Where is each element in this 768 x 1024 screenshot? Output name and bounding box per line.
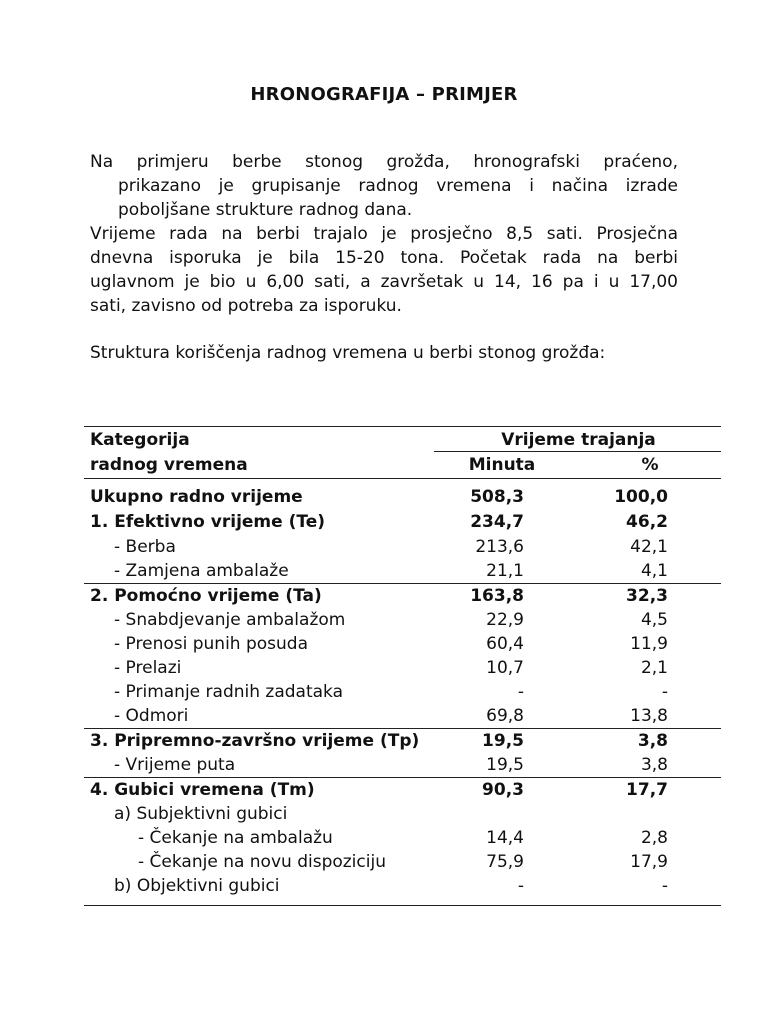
row-minutes: 10,7 [486,658,524,678]
row-label: 4. Gubici vremena (Tm) [90,780,315,800]
row-label: b) Objektivni gubici [114,876,280,896]
table-caption: Struktura koriščenja radnog vremena u berbi stonog grožđa: [90,343,606,363]
row-minutes: 234,7 [470,512,524,532]
row-percent: 100,0 [614,487,668,507]
header-minutes: Minuta [468,455,536,475]
row-percent: 4,1 [640,561,668,581]
row-label: 3. Pripremno-završno vrijeme (Tp) [90,731,420,751]
row-label: 2. Pomoćno vrijeme (Ta) [90,586,322,606]
row-label: 1. Efektivno vrijeme (Te) [90,512,326,532]
row-label: - Zamjena ambalaže [114,561,289,581]
intro-line: prikazano je grupisanje radnog vremena i načina izrade [118,176,678,196]
intro-line: poboljšane strukture radnog dana. [118,200,413,220]
row-percent: - [661,682,668,702]
row-minutes: 14,4 [486,828,524,848]
row-minutes: 19,5 [486,755,524,775]
row-minutes: 163,8 [470,586,524,606]
row-percent: 17,9 [630,852,668,872]
row-minutes: 213,6 [475,537,524,557]
row-label: - Prelazi [114,658,182,678]
header-bottom-rule [84,478,721,479]
row-percent: 2,1 [640,658,668,678]
row-percent: 4,5 [640,610,668,630]
intro-line: Na primjeru berbe stonog grožđa, hronografski praćeno, [90,152,678,172]
row-label: a) Subjektivni gubici [114,804,288,824]
row-label: - Vrijeme puta [114,755,236,775]
intro-line: sati, zavisno od potreba za isporuku. [90,296,402,316]
row-percent: 2,8 [640,828,668,848]
header-duration: Vrijeme trajanja [501,430,656,450]
row-minutes: 60,4 [486,634,524,654]
header-category: radnog vremena [90,455,248,475]
row-percent: 3,8 [640,755,668,775]
row-label: - Primanje radnih zadataka [114,682,344,702]
row-label: - Prenosi punih posuda [114,634,308,654]
row-minutes: 21,1 [486,561,524,581]
row-label: - Čekanje na novu dispoziciju [138,852,386,872]
row-minutes: - [517,682,524,702]
row-minutes: 508,3 [470,487,524,507]
row-percent: 11,9 [630,634,668,654]
header-category: Kategorija [90,430,190,450]
row-label: - Snabdjevanje ambalažom [114,610,346,630]
row-percent: 46,2 [626,512,668,532]
row-percent: 32,3 [626,586,668,606]
intro-paragraph [90,150,678,318]
row-minutes: 19,5 [482,731,524,751]
row-percent: 42,1 [630,537,668,557]
row-minutes: - [517,876,524,896]
header-percent: % [641,455,659,475]
row-label: - Berba [114,537,176,557]
row-minutes: 69,8 [486,706,524,726]
row-percent: 17,7 [626,780,668,800]
row-percent: 3,8 [637,731,668,751]
row-label: Ukupno radno vrijeme [90,487,303,507]
row-minutes: 90,3 [482,780,524,800]
row-minutes: 22,9 [486,610,524,630]
row-percent: 13,8 [630,706,668,726]
row-minutes: 75,9 [486,852,524,872]
intro-line: Vrijeme rada na berbi trajalo je prosječno 8,5 sati. Prosječna [90,224,678,244]
row-label: - Čekanje na ambalažu [138,828,333,848]
table-bottom-rule [84,905,721,906]
row-label: - Odmori [114,706,189,726]
row-percent: - [661,876,668,896]
header-sub-rule [434,451,721,452]
intro-line: uglavnom je bio u 6,00 sati, a završetak u 14, 16 pa i u 17,00 [90,272,678,292]
table-top-rule [84,426,721,427]
intro-line: dnevna isporuka je bila 15-20 tona. Početak rada na berbi [90,248,678,268]
page-title: HRONOGRAFIJA – PRIMJER [250,84,518,105]
